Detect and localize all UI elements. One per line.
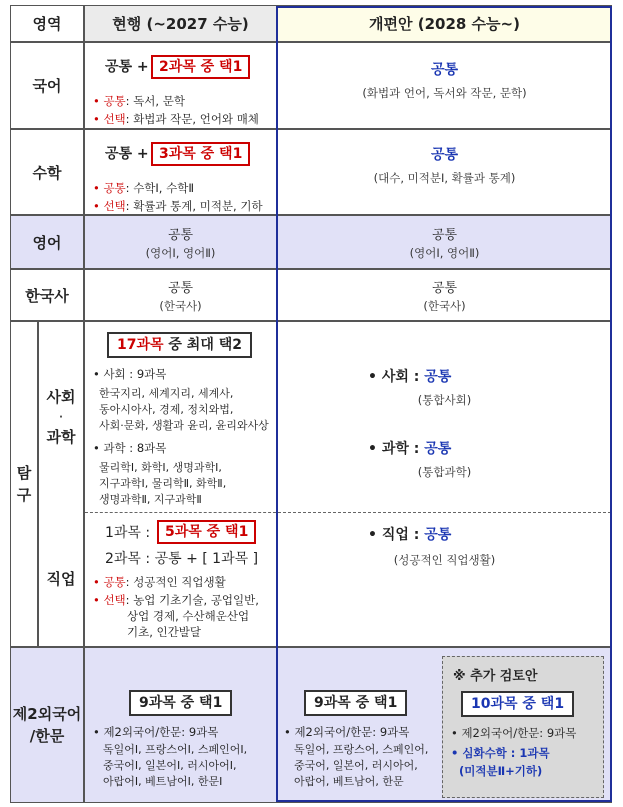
math-new-sub: (대수, 미적분Ⅰ, 확률과 통계) (373, 171, 516, 185)
korean-cur-box: 2과목 중 택1 (151, 55, 250, 79)
job-line1: 1과목 : (105, 525, 151, 541)
foreign-label-2: /한문 (29, 727, 65, 745)
row-label-english: 영어 (10, 215, 84, 269)
new-science: • 과학 : 공통 (368, 441, 452, 457)
inquiry-cur-box: 17과목 중 최대 택2 (107, 332, 252, 358)
history-cur-main: 공통 (167, 281, 194, 296)
new-social-sub: (통합사회) (417, 393, 472, 407)
soc-label-1: 사회 (46, 387, 76, 406)
review-adv: • 심화수학 : 1과목 (451, 746, 550, 760)
english-cur-sub: (영어Ⅰ, 영어Ⅱ) (145, 246, 216, 260)
comparison-table (10, 5, 612, 803)
row-label-foreign (10, 647, 84, 803)
row-label-job: 직업 (38, 511, 84, 647)
korean-new-sub: (화법과 언어, 독서와 작문, 문학) (362, 86, 527, 100)
foreign-current (84, 647, 277, 803)
korean-current (84, 42, 277, 129)
english-new-sub: (영어Ⅰ, 영어Ⅱ) (409, 246, 480, 260)
inquiry-new-divider (278, 512, 611, 513)
review-box: 10과목 중 택1 (461, 691, 574, 717)
job-cur-box: 5과목 중 택1 (157, 520, 256, 544)
math-new (277, 129, 612, 215)
korean-cur-prefix: 공통 + (105, 59, 149, 75)
foreign-new-list: 독일어, 프랑스어, 스페인어, 중국어, 일본어, 러시아어, 아랍어, 베트남어, 한문 (294, 743, 429, 788)
new-job: • 직업 : 공통 (368, 527, 452, 543)
soc-label-dot: · (58, 407, 64, 426)
job-cur-common: • 공통: 성공적인 직업생활 (93, 575, 226, 589)
foreign-new-head: • 제2외국어/한문: 9과목 (284, 725, 410, 739)
header-new: 개편안 (2028 수능~) (277, 5, 612, 42)
row-label-soc-sci (38, 321, 84, 511)
header-current: 현행 (~2027 수능) (84, 5, 277, 42)
row-label-inquiry (10, 321, 38, 647)
math-cur-prefix: 공통 + (105, 146, 149, 162)
korean-new-main: 공통 (430, 62, 459, 78)
foreign-label-1: 제2외국어 (12, 705, 82, 723)
review-head: • 제2외국어/한문: 9과목 (451, 726, 577, 740)
foreign-new (277, 647, 612, 803)
foreign-cur-list: 독일어Ⅰ, 프랑스어Ⅰ, 스페인어Ⅰ, 중국어Ⅰ, 일본어Ⅰ, 러시아어Ⅰ, 아랍어Ⅰ, 베트남어Ⅰ, 한문Ⅰ (103, 743, 248, 788)
korean-cur-select: • 선택: 화법과 작문, 언어와 매체 (93, 112, 259, 126)
inquiry-label-text: 탐구 (16, 464, 32, 504)
new-social: • 사회 : 공통 (368, 369, 452, 385)
math-cur-box: 3과목 중 택1 (151, 142, 250, 166)
math-cur-common: • 공통: 수학Ⅰ, 수학Ⅱ (93, 181, 195, 195)
social-list: 한국지리, 세계지리, 세계사, 동아시아사, 경제, 정치와법, 사회·문화, 생활과 윤리, 윤리와사상 (99, 387, 269, 432)
math-current (84, 129, 277, 215)
history-cur-sub: (한국사) (159, 299, 202, 313)
english-cur-main: 공통 (167, 228, 194, 243)
math-new-main: 공통 (430, 147, 459, 163)
history-new-sub: (한국사) (423, 299, 466, 313)
math-cur-select: • 선택: 확률과 통계, 미적분, 기하 (93, 199, 263, 213)
foreign-new-box: 9과목 중 택1 (304, 690, 407, 716)
english-new-main: 공통 (431, 228, 458, 243)
korean-cur-common: • 공통: 독서, 문학 (93, 94, 185, 108)
review-title: ※ 추가 검토안 (453, 669, 538, 684)
review-adv-sub: (미적분Ⅱ+기하) (459, 764, 543, 778)
foreign-cur-head: • 제2외국어/한문: 9과목 (93, 725, 219, 739)
english-new (277, 215, 612, 269)
row-label-math: 수학 (10, 129, 84, 215)
history-new-main: 공통 (431, 281, 458, 296)
row-label-history: 한국사 (10, 269, 84, 321)
review-panel (442, 656, 604, 798)
job-line2: 2과목 : 공통 + [ 1과목 ] (105, 551, 259, 567)
header-area: 영역 (10, 5, 84, 42)
history-current (84, 269, 277, 321)
foreign-cur-box: 9과목 중 택1 (129, 690, 232, 716)
science-list: 물리학Ⅰ, 화학Ⅰ, 생명과학Ⅰ, 지구과학Ⅰ, 물리학Ⅱ, 화학Ⅱ, 생명과학Ⅱ, 지구과학Ⅱ (99, 461, 227, 506)
science-head: • 과학 : 8과목 (93, 441, 167, 455)
english-current (84, 215, 277, 269)
new-science-sub: (통합과학) (417, 465, 472, 479)
job-cur-select: • 선택: 농업 기초기술, 공업일반, 상업 경제, 수산해운산업 기초, 인간발달 (93, 593, 259, 639)
soc-label-2: 과학 (46, 427, 76, 446)
inquiry-current (84, 321, 277, 647)
history-new (277, 269, 612, 321)
korean-new (277, 42, 612, 129)
social-head: • 사회 : 9과목 (93, 367, 167, 381)
row-label-korean: 국어 (10, 42, 84, 129)
inquiry-cur-divider (85, 512, 276, 513)
inquiry-new (277, 321, 612, 647)
new-job-sub: (성공적인 직업생활) (393, 553, 496, 567)
